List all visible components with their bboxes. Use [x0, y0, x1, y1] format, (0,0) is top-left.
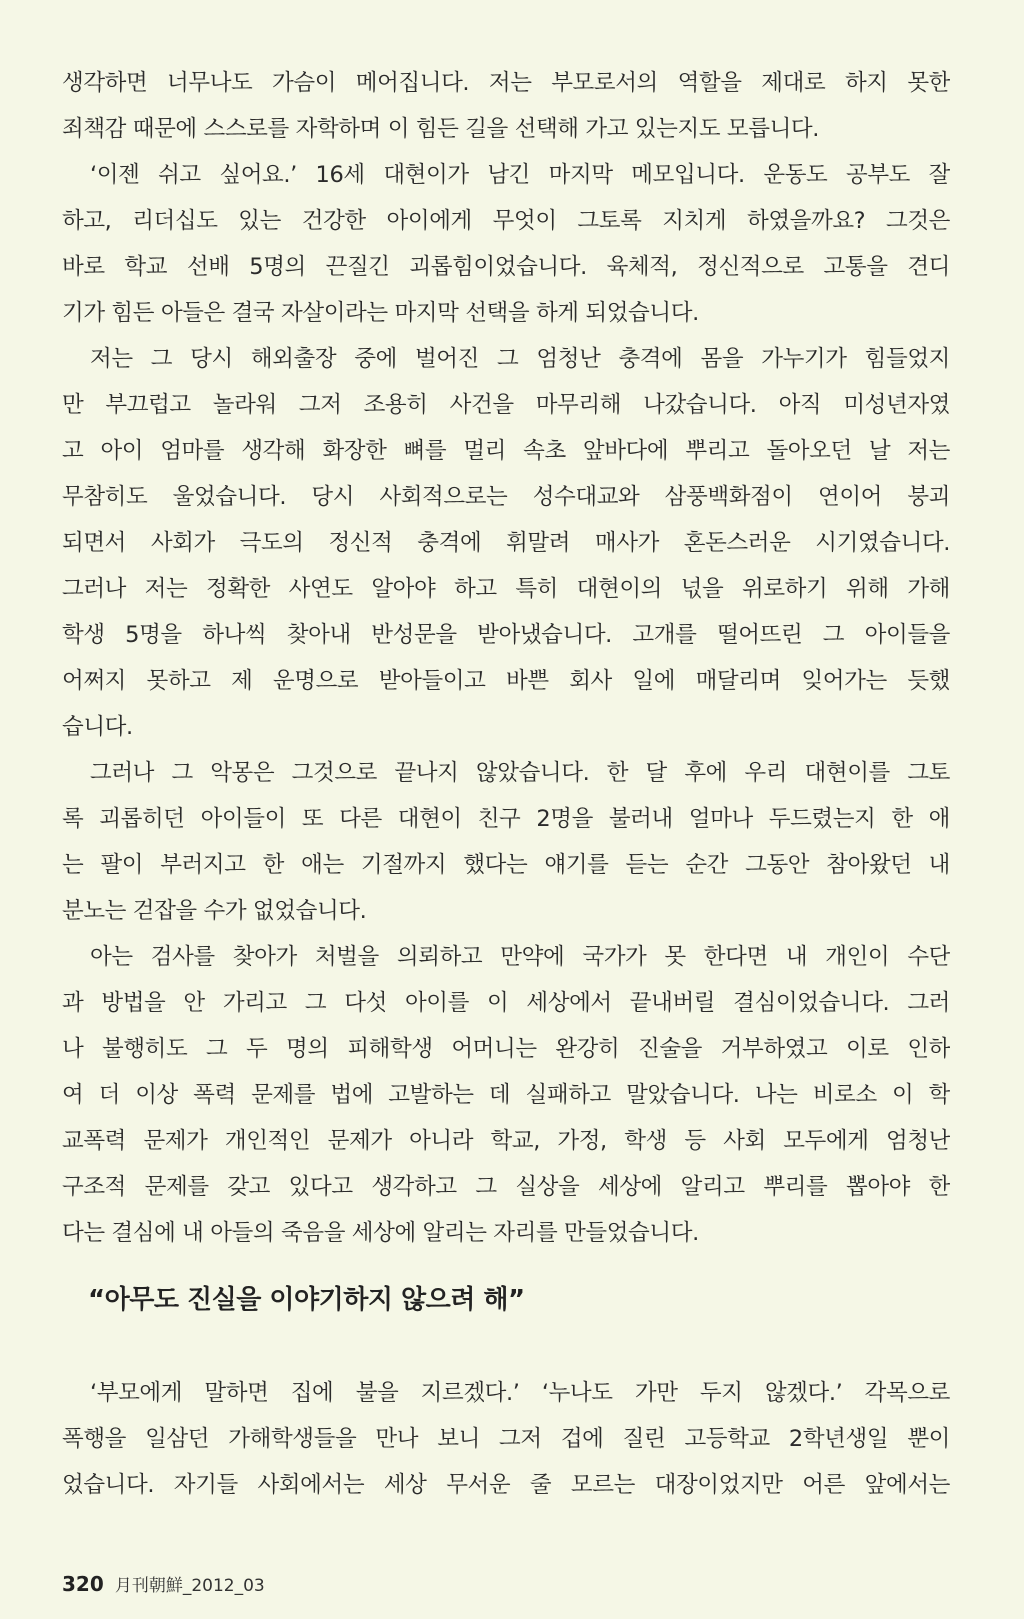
text-line: ‘이젠 쉬고 싶어요.’ 16세 대현이가 남긴 마지막 메모입니다. 운동도 공부도 잘 [90, 162, 950, 188]
section-body [62, 1370, 950, 1508]
text-line: ‘부모에게 말하면 집에 불을 지르겠다.’ ‘누나도 가만 두지 않겠다.’ 각목으로 [90, 1380, 950, 1406]
text-line: 다는 결심에 내 아들의 죽음을 세상에 알리는 자리를 만들었습니다. [62, 1220, 699, 1246]
page-footer [62, 1569, 265, 1599]
text-line: 그러나 저는 정확한 사연도 알아야 하고 특히 대현이의 넋을 위로하기 위해 가해 [62, 576, 950, 602]
article-body [62, 60, 950, 1256]
text-line: 만 부끄럽고 놀라워 그저 조용히 사건을 마무리해 나갔습니다. 아직 미성년자였 [62, 392, 950, 418]
text-line: 무참히도 울었습니다. 당시 사회적으로는 성수대교와 삼풍백화점이 연이어 붕괴 [62, 484, 950, 510]
text-line: 죄책감 때문에 스스로를 자학하며 이 힘든 길을 선택해 가고 있는지도 모릅니다. [62, 116, 819, 142]
text-line: 었습니다. 자기들 사회에서는 세상 무서운 줄 모르는 대장이었지만 어른 앞에서는 [62, 1472, 950, 1498]
text-line: 바로 학교 선배 5명의 끈질긴 괴롭힘이었습니다. 육체적, 정신적으로 고통을 견디 [62, 254, 950, 280]
text-line: 저는 그 당시 해외출장 중에 벌어진 그 엄청난 충격에 몸을 가누기가 힘들었지 [90, 346, 950, 372]
text-line: 아는 검사를 찾아가 처벌을 의뢰하고 만약에 국가가 못 한다면 내 개인이 수단 [90, 944, 950, 970]
text-line: 여 더 이상 폭력 문제를 법에 고발하는 데 실패하고 말았습니다. 나는 비로소 이 학 [62, 1082, 950, 1108]
text-line: 구조적 문제를 갖고 있다고 생각하고 그 실상을 세상에 알리고 뿌리를 뽑아야 한 [62, 1174, 950, 1200]
text-line: 어쩌지 못하고 제 운명으로 받아들이고 바쁜 회사 일에 매달리며 잊어가는 듯했 [62, 668, 950, 694]
text-line: 는 팔이 부러지고 한 애는 기절까지 했다는 얘기를 듣는 순간 그동안 참아왔던 내 [62, 852, 950, 878]
text-line: 과 방법을 안 가리고 그 다섯 아이를 이 세상에서 끝내버릴 결심이었습니다. 그러 [62, 990, 950, 1016]
text-line: 분노는 걷잡을 수가 없었습니다. [62, 898, 367, 924]
text-line: 고 아이 엄마를 생각해 화장한 뼈를 멀리 속초 앞바다에 뿌리고 돌아오던 날 저는 [62, 438, 950, 464]
section-heading: “아무도 진실을 이야기하지 않으려 해” [88, 1285, 525, 1315]
text-line: 그러나 그 악몽은 그것으로 끝나지 않았습니다. 한 달 후에 우리 대현이를 그토 [90, 760, 950, 786]
text-line: 습니다. [62, 714, 133, 740]
text-line: 기가 힘든 아들은 결국 자살이라는 마지막 선택을 하게 되었습니다. [62, 300, 699, 326]
text-line: 교폭력 문제가 개인적인 문제가 아니라 학교, 가정, 학생 등 사회 모두에게 엄청난 [62, 1128, 950, 1154]
text-line: 폭행을 일삼던 가해학생들을 만나 보니 그저 겁에 질린 고등학교 2학년생일 뿐이 [62, 1426, 950, 1452]
magazine-issue: 月刊朝鮮_2012_03 [114, 1576, 265, 1596]
text-line: 생각하면 너무나도 가슴이 메어집니다. 저는 부모로서의 역할을 제대로 하지 못한 [62, 70, 950, 96]
text-line: 하고, 리더십도 있는 건강한 아이에게 무엇이 그토록 지치게 하였을까요? 그것은 [62, 208, 950, 234]
text-line: 나 불행히도 그 두 명의 피해학생 어머니는 완강히 진술을 거부하였고 이로 인하 [62, 1036, 950, 1062]
page-number: 320 [62, 1572, 104, 1596]
text-line: 록 괴롭히던 아이들이 또 다른 대현이 친구 2명을 불러내 얼마나 두드렸는지 한 애 [62, 806, 950, 832]
text-line: 되면서 사회가 극도의 정신적 충격에 휘말려 매사가 혼돈스러운 시기였습니다. [62, 530, 950, 556]
text-line: 학생 5명을 하나씩 찾아내 반성문을 받아냈습니다. 고개를 떨어뜨린 그 아이들을 [62, 622, 950, 648]
